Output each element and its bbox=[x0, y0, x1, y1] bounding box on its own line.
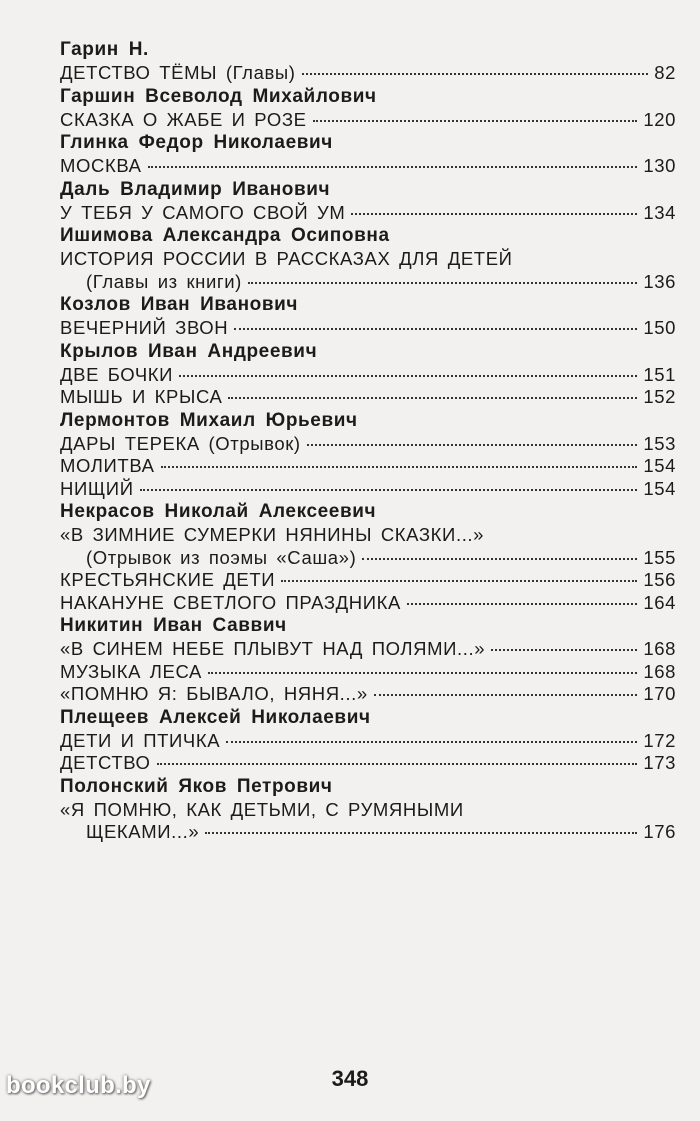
entry-page: 120 bbox=[643, 108, 676, 130]
dot-leader bbox=[161, 466, 638, 468]
toc-entry bbox=[60, 317, 676, 340]
entry-page: 156 bbox=[643, 569, 676, 590]
entry-subtitle: (Главы из книги) bbox=[86, 270, 242, 292]
entry-page: 168 bbox=[643, 660, 676, 682]
entry-page: 134 bbox=[643, 201, 676, 223]
entry-title: «В ЗИМНИЕ СУМЕРКИ НЯНИНЫ СКАЗКИ...» bbox=[60, 524, 485, 545]
toc-section bbox=[60, 340, 676, 409]
toc-entry bbox=[60, 155, 676, 178]
toc-section bbox=[60, 409, 676, 501]
entry-title: «В СИНЕМ НЕБЕ ПЛЫВУТ НАД ПОЛЯМИ...» bbox=[60, 638, 486, 659]
entry-title: МЫШЬ И КРЫСА bbox=[60, 386, 223, 407]
entry-subtitle: ЩЕКАМИ...» bbox=[86, 821, 200, 842]
dot-leader bbox=[351, 213, 637, 215]
toc-entry bbox=[60, 683, 676, 706]
author-name: Гаршин Всеволод Михайлович bbox=[60, 85, 377, 107]
author-name: Полонский Яков Петрович bbox=[60, 775, 333, 797]
toc-section bbox=[60, 178, 676, 225]
entry-page: 164 bbox=[643, 591, 676, 613]
toc-section bbox=[60, 706, 676, 775]
dot-leader bbox=[281, 580, 637, 582]
author-name: Плещеев Алексей Николаевич bbox=[60, 706, 371, 728]
dot-leader bbox=[140, 489, 638, 491]
author-name: Даль Владимир Иванович bbox=[60, 178, 331, 200]
dot-leader bbox=[228, 397, 637, 399]
entry-page: 168 bbox=[643, 638, 676, 659]
entry-subtitle: (Отрывок из поэмы «Саша») bbox=[86, 546, 357, 568]
toc-entry bbox=[60, 730, 676, 753]
toc-entry bbox=[60, 364, 676, 387]
toc-section bbox=[60, 614, 676, 706]
author-name: Козлов Иван Иванович bbox=[60, 294, 299, 315]
dot-leader bbox=[226, 741, 637, 743]
dot-leader bbox=[307, 444, 638, 446]
entry-title: ДЕТСТВО ТЁМЫ (Главы) bbox=[60, 62, 296, 83]
toc-entry bbox=[60, 455, 676, 478]
toc-entry bbox=[60, 592, 676, 615]
toc-entry bbox=[60, 109, 676, 132]
toc-entry bbox=[60, 433, 676, 456]
dot-leader bbox=[407, 603, 637, 605]
dot-leader bbox=[248, 282, 637, 284]
entry-page: 130 bbox=[643, 155, 676, 176]
entry-title: ДЕТИ И ПТИЧКА bbox=[60, 729, 221, 751]
toc-section bbox=[60, 85, 676, 132]
entry-title: ДВЕ БОЧКИ bbox=[60, 363, 174, 385]
dot-leader bbox=[313, 120, 638, 122]
toc-entry bbox=[60, 638, 676, 661]
page-number: 348 bbox=[331, 1066, 369, 1091]
entry-page: 154 bbox=[643, 477, 676, 499]
toc-entry bbox=[60, 386, 676, 409]
entry-page: 170 bbox=[643, 683, 676, 704]
entry-page: 153 bbox=[643, 432, 676, 454]
entry-title: ДЕТСТВО bbox=[60, 752, 151, 773]
entry-title: МУЗЫКА ЛЕСА bbox=[60, 660, 202, 682]
entry-page: 155 bbox=[643, 546, 676, 568]
dot-leader bbox=[491, 649, 637, 651]
entry-page: 154 bbox=[643, 455, 676, 476]
toc-entry bbox=[60, 661, 676, 684]
toc-entry bbox=[60, 821, 676, 844]
toc-entry bbox=[60, 271, 676, 294]
entry-page: 172 bbox=[643, 729, 676, 751]
author-name: Никитин Иван Саввич bbox=[60, 615, 287, 636]
entry-title: «ПОМНЮ Я: БЫВАЛО, НЯНЯ...» bbox=[60, 683, 368, 704]
author-name: Крылов Иван Андреевич bbox=[60, 340, 318, 362]
toc-section bbox=[60, 775, 676, 844]
dot-leader bbox=[208, 672, 637, 674]
entry-page: 173 bbox=[643, 752, 676, 773]
table-of-contents bbox=[60, 38, 676, 844]
dot-leader bbox=[157, 763, 638, 765]
author-name: Ишимова Александра Осиповна bbox=[60, 225, 390, 246]
toc-entry bbox=[60, 62, 676, 85]
entry-title: У ТЕБЯ У САМОГО СВОЙ УМ bbox=[60, 201, 346, 223]
entry-title: НАКАНУНЕ СВЕТЛОГО ПРАЗДНИКА bbox=[60, 591, 401, 613]
author-name: Гарин Н. bbox=[60, 39, 149, 60]
toc-section bbox=[60, 38, 676, 85]
entry-title: ДАРЫ ТЕРЕКА (Отрывок) bbox=[60, 432, 301, 454]
entry-title: МОЛИТВА bbox=[60, 455, 155, 476]
toc-section bbox=[60, 500, 676, 614]
toc-section bbox=[60, 131, 676, 178]
watermark: bookclub.by bbox=[6, 1072, 151, 1099]
entry-page: 150 bbox=[643, 317, 676, 338]
toc-entry bbox=[60, 752, 676, 775]
toc-entry bbox=[60, 547, 676, 570]
dot-leader bbox=[179, 375, 637, 377]
entry-title: КРЕСТЬЯНСКИЕ ДЕТИ bbox=[60, 569, 276, 590]
toc-entry bbox=[60, 478, 676, 501]
entry-page: 136 bbox=[643, 270, 676, 292]
dot-leader bbox=[302, 73, 649, 75]
entry-title: «Я ПОМНЮ, КАК ДЕТЬМИ, С РУМЯНЫМИ bbox=[60, 798, 464, 820]
dot-leader bbox=[362, 558, 637, 560]
toc-section bbox=[60, 293, 676, 340]
author-name: Некрасов Николай Алексеевич bbox=[60, 501, 377, 522]
toc-entry bbox=[60, 569, 676, 592]
entry-title: ВЕЧЕРНИЙ ЗВОН bbox=[60, 317, 229, 338]
author-name: Лермонтов Михаил Юрьевич bbox=[60, 409, 358, 431]
entry-title: НИЩИЙ bbox=[60, 477, 134, 499]
entry-title: СКАЗКА О ЖАБЕ И РОЗЕ bbox=[60, 108, 307, 130]
toc-section bbox=[60, 224, 676, 293]
entry-title: МОСКВА bbox=[60, 155, 142, 176]
entry-title: ИСТОРИЯ РОССИИ В РАССКАЗАХ ДЛЯ ДЕТЕЙ bbox=[60, 248, 513, 269]
entry-page: 151 bbox=[643, 363, 676, 385]
entry-page: 82 bbox=[654, 62, 676, 83]
dot-leader bbox=[234, 328, 637, 330]
toc-entry bbox=[60, 202, 676, 225]
dot-leader bbox=[374, 694, 638, 696]
dot-leader bbox=[148, 166, 638, 168]
dot-leader bbox=[205, 832, 637, 834]
author-name: Глинка Федор Николаевич bbox=[60, 132, 333, 153]
entry-page: 176 bbox=[643, 821, 676, 842]
entry-page: 152 bbox=[643, 386, 676, 407]
